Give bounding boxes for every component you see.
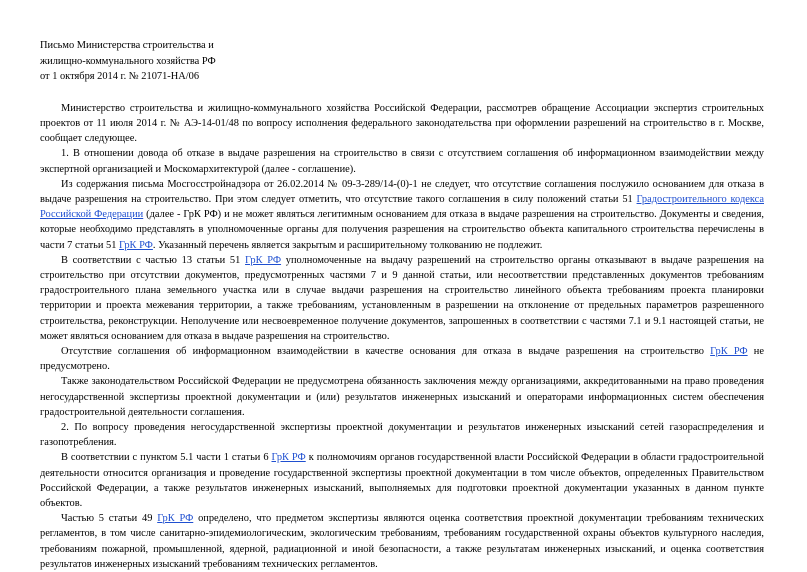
link-grk-rf[interactable]: ГрК РФ [271,452,306,464]
heading-line-2: жилищно-коммунального хозяйства РФ [40,55,216,67]
link-grk-full[interactable]: Градостроительного кодекса Российской Федерации [40,194,764,221]
heading-line-3: от 1 октября 2014 г. № 21071-НА/06 [40,71,200,83]
heading-line-1: Письмо Министерства строительства и [40,40,214,51]
paragraph-section-1-title: 1. В отношении довода об отказе в выдаче разрешения на строительство в связи с отсутствием соглашения об информационном взаимодействии между экспертной организацией и Москомархитектурой (далее - соглашение). [40,148,764,175]
paragraph-article-49: Частью 5 статьи 49 ГрК РФ определено, что предметом экспертизы являются оценка соответствия проектной документации требованиям технических регламентов, в том числе санитарно-эпидемиологическим, экологическим требованиям, требованиям государственной охраны объектов культурного наследия, требованиям пожарной, промышленной, ядерной, радиационной и иной безопасности, а также результатам инженерных изысканий, и оценка соответствия результатов инженерных изысканий требованиям технических регламентов. [40,513,764,570]
paragraph-section-2-title: 2. По вопросу проведения негосударственной экспертизы проектной документации и результатов инженерных изысканий сетей газораспределения и газопотребления. [40,422,764,449]
paragraph-no-obligation: Также законодательством Российской Федерации не предусмотрена обязанность заключения между организациями, аккредитованными на право проведения негосударственной экспертизы проектной документации и (или) результатов инженерных изысканий и операторами информационных систем обеспечения градостроительной деятельности соглашения. [40,376,764,418]
paragraph-article-6: В соответствии с пунктом 5.1 части 1 статьи 6 ГрК РФ к полномочиям органов государственной власти Российской Федерации в области градостроительной деятельности относится организация и проведение государственной экспертизы проектной документации в том числе объектов, определенных Правительством Российской Федерации, а также результатов инженерных изысканий, выполняемых для подготовки проектной документации указанных в данном пункте объектов. [40,452,764,510]
link-grk-rf[interactable]: ГрК РФ [245,254,282,266]
paragraph-intro: Министерство строительства и жилищно-коммунального хозяйства Российской Федерации, рассмотрев обращение Ассоциации экспертиз строительных проектов от 11 июля 2014 г. № АЭ-14-01/48 по вопросу исполнения федерального законодательства при оформлении разрешений на строительство в г. Москве, сообщает следующее. [40,102,764,145]
document-body [40,101,764,572]
paragraph-article-51-13: В соответствии с частью 13 статьи 51 ГрК РФ уполномоченные на выдачу разрешений на строительство органы отказывают в выдаче разрешения на строительство при отсутствии документов, предусмотренных частями 7 и 9 данной статьи, или несоответствии представленных документов требованиям градостроительного плана земельного участка или в случае выдачи разрешения на строительство линейного объекта требованиям проекта планировки территории и проекта межевания территории, а также требованиям, установленным в разрешении на отклонение от предельных параметров разрешенного строительства, реконструкции. Неполучение или несвоевременное получение документов, запрошенных в соответствии с частями 7.1 и 9.1 настоящей статьи, не может являться основанием для отказа в выдаче разрешения на строительство. [40,254,764,342]
document-heading [40,38,763,85]
link-grk-rf[interactable]: ГрК РФ [710,346,748,358]
link-grk-rf[interactable]: ГрК РФ [157,513,194,525]
link-grk-rf[interactable]: ГрК РФ [119,239,153,251]
paragraph-no-agreement-basis: Отсутствие соглашения об информационном взаимодействии в качестве основания для отказа в выдаче разрешения на строительство ГрК РФ не предусмотрено. [40,346,764,373]
paragraph-mosgosstroynadzor: Из содержания письма Мосгосстройнадзора от 26.02.2014 № 09-3-289/14-(0)-1 не следует, что отсутствие соглашения послужило основанием для отказа в выдаче разрешения на строительство. При этом следует отметить, что отсутствие такого соглашения в силу положений статьи 51 Градостроительного кодекса Российской Федерации (далее - ГрК РФ) и не может являться легитимным основанием для отказа в выдаче разрешения на строительство. Документы и сведения, которые необходимо представлять в уполномоченные органы для получения разрешения на строительство объекта капитального строительства перечислены в части 7 статьи 51 ГрК РФ. Указанный перечень является закрытым и расширительному толкованию не подлежит. [40,178,764,251]
